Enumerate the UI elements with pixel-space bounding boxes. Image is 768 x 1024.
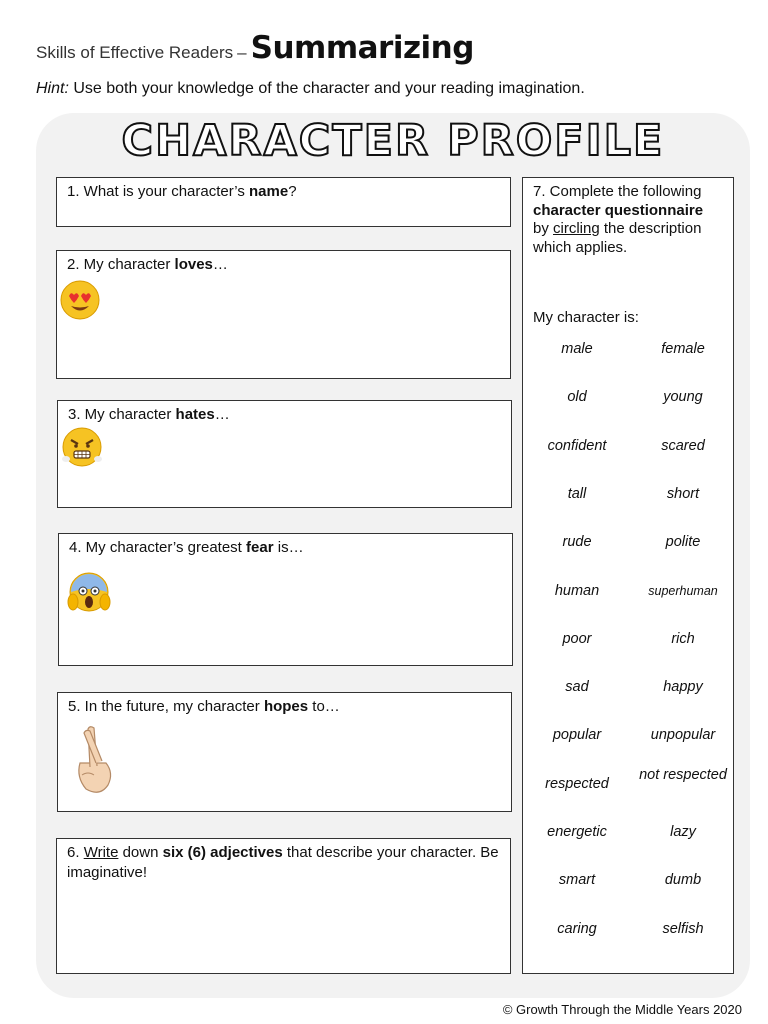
question-1-prompt: 1. What is your character’s name?: [67, 183, 297, 200]
option-short[interactable]: short: [666, 485, 700, 502]
question-5-prompt: 5. In the future, my character hopes to…: [68, 698, 340, 715]
option-happy[interactable]: happy: [663, 679, 703, 696]
my-character-is-label: My character is:: [533, 309, 639, 326]
hopes-answer-box[interactable]: [57, 692, 512, 812]
option-caring[interactable]: caring: [557, 920, 597, 937]
option-young[interactable]: young: [663, 389, 703, 406]
option-energetic[interactable]: energetic: [547, 824, 607, 840]
series-title: Skills of Effective Readers: [36, 43, 234, 62]
topic-title: Summarizing: [250, 30, 474, 66]
option-smart[interactable]: smart: [558, 872, 596, 889]
page-title: CHARACTER PROFILE: [121, 116, 665, 166]
option-popular[interactable]: popular: [552, 727, 602, 744]
worksheet-header: [36, 30, 474, 66]
question-6-prompt: 6. Write down six (6) adjectives that describe your character. Be imaginative!: [67, 844, 499, 881]
option-human[interactable]: human: [554, 582, 600, 599]
option-rude[interactable]: rude: [562, 534, 592, 551]
questionnaire-box: [522, 177, 734, 974]
option-poor[interactable]: poor: [562, 630, 592, 647]
option-superhuman[interactable]: superhuman: [648, 583, 718, 598]
option-dumb[interactable]: dumb: [664, 872, 702, 889]
screaming-face-emoji-icon: [67, 570, 111, 614]
option-tall[interactable]: tall: [567, 485, 587, 502]
loves-answer-box[interactable]: [56, 250, 511, 379]
hint-line: [36, 80, 585, 98]
option-old[interactable]: old: [567, 389, 587, 406]
copyright-footer: © Growth Through the Middle Years 2020: [502, 1002, 742, 1017]
name-answer-box[interactable]: [56, 177, 511, 227]
question-4-prompt: 4. My character’s greatest fear is…: [69, 539, 304, 556]
angry-face-emoji-icon: [61, 426, 103, 468]
option-male[interactable]: male: [561, 341, 593, 357]
heart-eyes-emoji-icon: [59, 279, 101, 321]
hint-text: Use both your knowledge of the character and your reading imagination.: [68, 80, 585, 97]
option-respected[interactable]: respected: [545, 775, 609, 792]
option-confident[interactable]: confident: [547, 437, 607, 454]
hates-answer-box[interactable]: [57, 400, 512, 508]
option-unpopular[interactable]: unpopular: [650, 727, 716, 744]
question-7-prompt: 7. Complete the following character questionnaire by circling the description which applies.: [533, 183, 704, 256]
option-sad[interactable]: sad: [565, 679, 589, 696]
question-2-prompt: 2. My character loves…: [67, 256, 228, 273]
adjectives-answer-box[interactable]: [56, 838, 511, 974]
option-selfish[interactable]: selfish: [662, 920, 704, 937]
option-rich[interactable]: rich: [671, 630, 695, 647]
crossed-fingers-emoji-icon: [66, 723, 120, 799]
header-dash: –: [237, 43, 247, 62]
option-polite[interactable]: polite: [665, 534, 701, 551]
option-female[interactable]: female: [661, 341, 705, 357]
option-lazy[interactable]: lazy: [670, 824, 696, 840]
fear-answer-box[interactable]: [58, 533, 513, 666]
question-3-prompt: 3. My character hates…: [68, 406, 230, 423]
option-not-respected[interactable]: not respected: [639, 766, 727, 783]
hint-label: Hint:: [36, 80, 69, 97]
option-scared[interactable]: scared: [661, 437, 705, 454]
